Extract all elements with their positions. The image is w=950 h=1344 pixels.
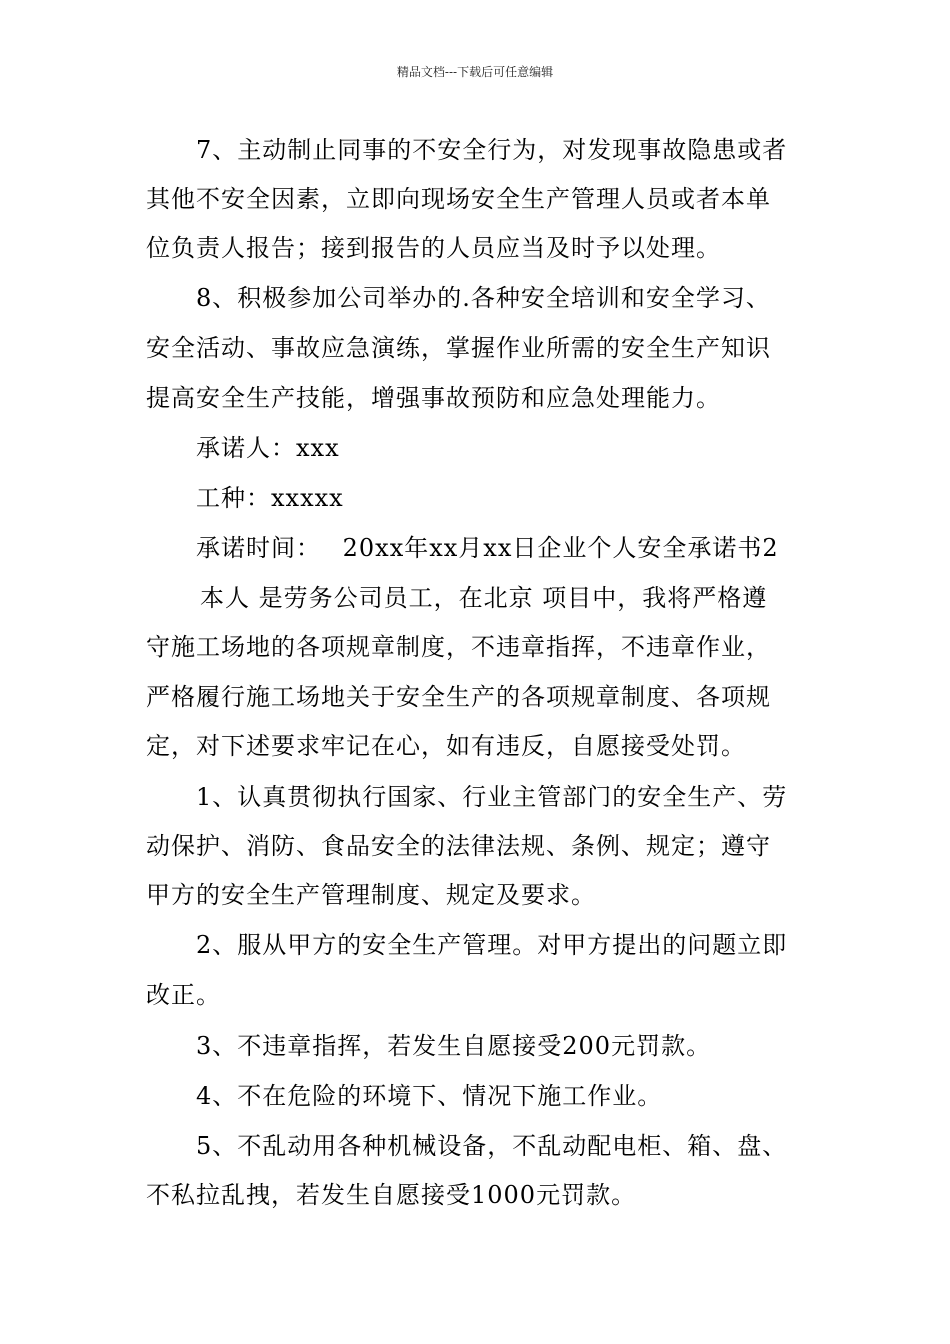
pledge-line-1: 本人 是劳务公司员工，在北京 项目中，我将严格遵 — [200, 584, 768, 612]
para-7-line-1: 7、主动制止同事的不安全行为，对发现事故隐患或者 — [196, 136, 788, 164]
item-1-line-1: 1、认真贯彻执行国家、行业主管部门的安全生产、劳 — [196, 783, 788, 811]
job-type-line: 工种：xxxxx — [196, 484, 344, 512]
promise-time-line: 承诺时间： 20xx年xx月xx日企业个人安全承诺书2 — [196, 534, 779, 562]
para-8-line-3: 提高安全生产技能，增强事故预防和应急处理能力。 — [146, 384, 721, 412]
item-1-line-3: 甲方的安全生产管理制度、规定及要求。 — [146, 881, 596, 909]
pledge-line-3: 严格履行施工场地关于安全生产的各项规章制度、各项规 — [146, 683, 771, 711]
pledge-line-4: 定，对下述要求牢记在心，如有违反，自愿接受处罚。 — [146, 732, 746, 760]
pledge-line-2: 守施工场地的各项规章制度，不违章指挥，不违章作业， — [146, 633, 771, 661]
item-2-line-1: 2、服从甲方的安全生产管理。对甲方提出的问题立即 — [196, 931, 788, 959]
para-7-line-3: 位负责人报告；接到报告的人员应当及时予以处理。 — [146, 234, 721, 262]
item-5-line-2: 不私拉乱拽，若发生自愿接受1000元罚款。 — [146, 1181, 637, 1209]
para-8-line-1: 8、积极参加公司举办的.各种安全培训和安全学习、 — [196, 284, 771, 312]
para-8-line-2: 安全活动、事故应急演练，掌握作业所需的安全生产知识 — [146, 334, 771, 362]
item-3-line: 3、不违章指挥，若发生自愿接受200元罚款。 — [196, 1032, 712, 1060]
item-1-line-2: 动保护、消防、食品安全的法律法规、条例、规定；遵守 — [146, 832, 771, 860]
item-5-line-1: 5、不乱动用各种机械设备，不乱动配电柜、箱、盘、 — [196, 1132, 788, 1160]
promisor-line: 承诺人：xxx — [196, 434, 340, 462]
para-7-line-2: 其他不安全因素，立即向现场安全生产管理人员或者本单 — [146, 185, 771, 213]
page-header: 精品文档---下载后可任意编辑 — [396, 65, 554, 79]
item-2-line-2: 改正。 — [146, 981, 221, 1009]
item-4-line: 4、不在危险的环境下、情况下施工作业。 — [196, 1082, 663, 1110]
